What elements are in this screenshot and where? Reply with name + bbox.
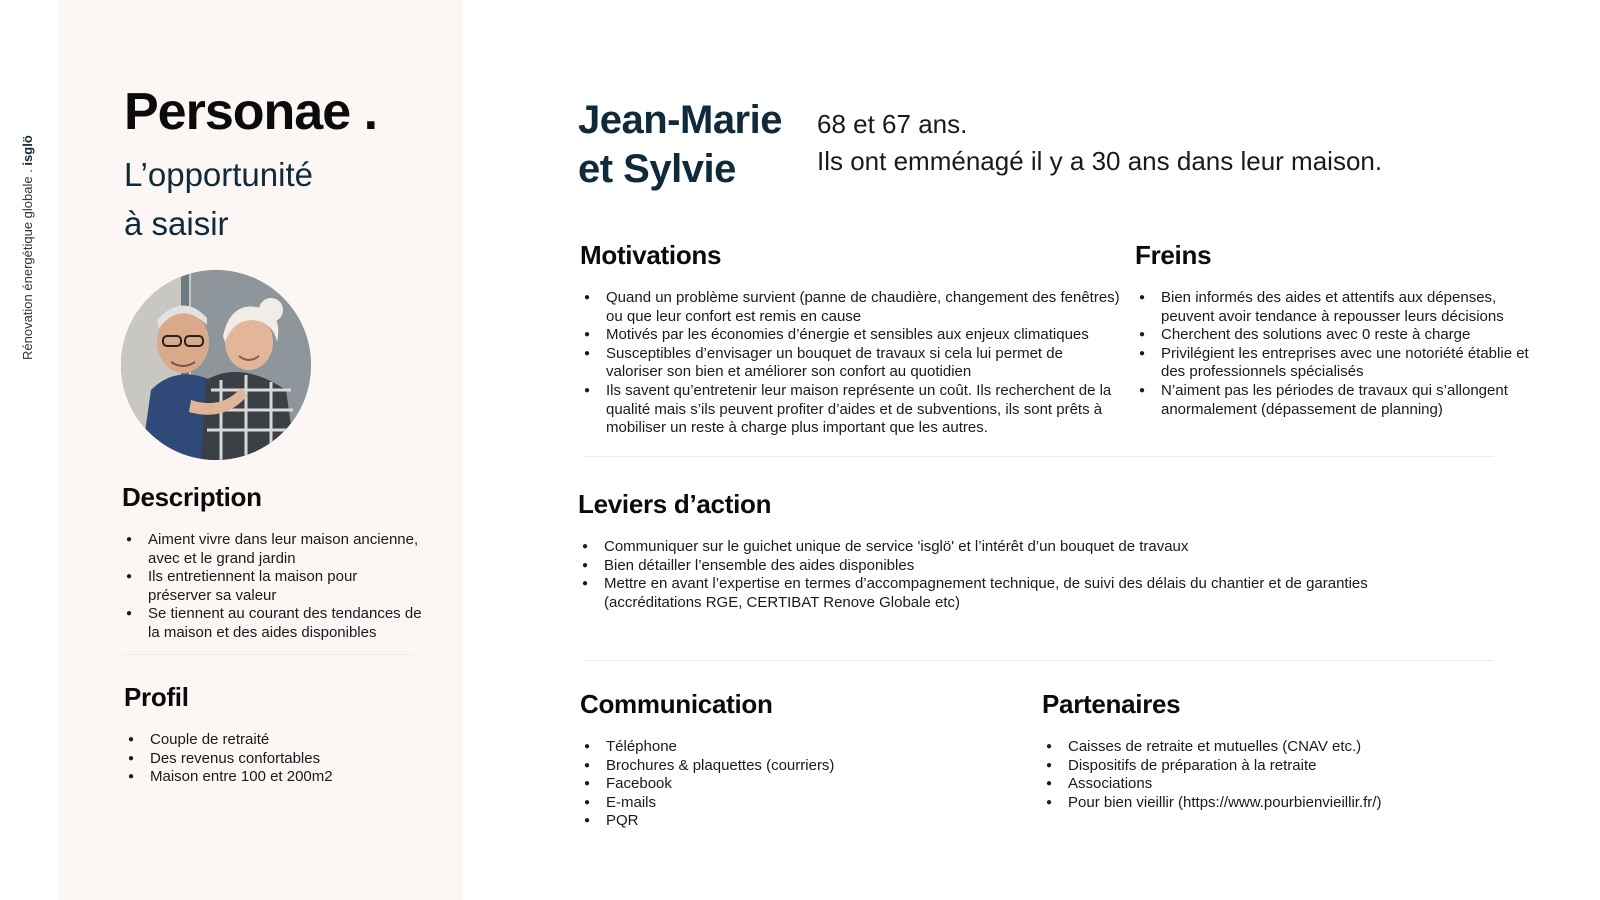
divider — [584, 456, 1494, 457]
list-item: ● Bien détailler l’ensemble des aides disponibles — [578, 557, 1438, 576]
communication-list — [580, 738, 1000, 831]
list-item: ● Facebook — [580, 775, 1000, 794]
divider — [124, 654, 414, 655]
list-item: ● Se tiennent au courant des tendances de la maison et des aides disponibles — [122, 605, 422, 642]
persona-name-line: et Sylvie — [578, 147, 736, 191]
list-item: ● Bien informés des aides et attentifs aux dépenses, peuvent avoir tendance à repousser leurs décisions — [1135, 289, 1535, 326]
list-item: ● E-mails — [580, 794, 1000, 813]
list-item: ● Pour bien vieillir (https://www.pourbienvieillir.fr/) — [1042, 794, 1542, 813]
page-subtitle — [124, 150, 313, 248]
list-item: ● Ils savent qu’entretenir leur maison représente un coût. Ils recherchent de la qualité mais s’ils peuvent profiter d’aides et de subventions, ils sont prêts à mobiliser un reste à charge plus important que les autres. — [580, 382, 1120, 438]
leviers-list — [578, 538, 1438, 612]
motivations-section — [580, 240, 1120, 438]
freins-section — [1135, 240, 1535, 419]
communication-heading: Communication — [580, 689, 773, 719]
persona-age: 68 et 67 ans. — [817, 109, 968, 139]
list-item: ● PQR — [580, 812, 1000, 831]
leviers-heading: Leviers d’action — [578, 489, 772, 519]
list-item: ● Couple de retraité — [124, 731, 424, 750]
list-item: ● Communiquer sur le guichet unique de service 'isglö' et l’intérêt d’un bouquet de travaux — [578, 538, 1438, 557]
profil-section — [124, 682, 424, 787]
partenaires-list — [1042, 738, 1542, 812]
list-item: ● Caisses de retraite et mutuelles (CNAV etc.) — [1042, 738, 1542, 757]
side-label-text: Rénovation énergétique globale . — [20, 165, 35, 360]
list-item: ● Motivés par les économies d’énergie et sensibles aux enjeux climatiques — [580, 326, 1120, 345]
description-section — [122, 482, 422, 643]
list-item: ● Maison entre 100 et 200m2 — [124, 768, 424, 787]
list-item: ● Brochures & plaquettes (courriers) — [580, 757, 1000, 776]
persona-name — [578, 96, 782, 194]
partenaires-section — [1042, 689, 1542, 812]
profil-heading: Profil — [124, 682, 189, 712]
vertical-side-label — [18, 90, 38, 360]
list-item: ● Aiment vivre dans leur maison ancienne, avec et le grand jardin — [122, 531, 422, 568]
motivations-heading: Motivations — [580, 240, 722, 270]
communication-section — [580, 689, 1000, 831]
list-item: ● Ils entretiennent la maison pour préserver sa valeur — [122, 568, 422, 605]
description-list — [122, 531, 422, 643]
divider — [584, 660, 1494, 661]
persona-summary: Ils ont emménagé il y a 30 ans dans leur maison. — [817, 146, 1383, 176]
list-item: ● Associations — [1042, 775, 1542, 794]
list-item: ● Mettre en avant l’expertise en termes d’accompagnement technique, de suivi des délais du chantier et de garanties (accréditations RGE, CERTIBAT Renove Globale etc) — [578, 575, 1438, 612]
list-item: ● Quand un problème survient (panne de chaudière, changement des fenêtres) ou que leur confort est remis en cause — [580, 289, 1120, 326]
list-item: ● Téléphone — [580, 738, 1000, 757]
profil-list — [124, 731, 424, 787]
list-item: ● Susceptibles d’envisager un bouquet de travaux si cela lui permet de valoriser son bien et améliorer son confort au quotidien — [580, 345, 1120, 382]
couple-photo-illustration — [121, 270, 311, 460]
subtitle-line: L’opportunité — [124, 156, 313, 193]
persona-photo — [121, 270, 311, 460]
leviers-section — [578, 489, 1438, 612]
description-heading: Description — [122, 482, 262, 512]
freins-list — [1135, 289, 1535, 419]
freins-heading: Freins — [1135, 240, 1212, 270]
partenaires-heading: Partenaires — [1042, 689, 1181, 719]
subtitle-line: à saisir — [124, 205, 229, 242]
list-item: ● Dispositifs de préparation à la retraite — [1042, 757, 1542, 776]
brand-logo-text: isglö — [20, 135, 35, 166]
persona-name-line: Jean-Marie — [578, 98, 782, 142]
motivations-list — [580, 289, 1120, 438]
list-item: ● Privilégient les entreprises avec une notoriété établie et des professionnels spécialisés — [1135, 345, 1535, 382]
list-item: ● N’aiment pas les périodes de travaux qui s’allongent anormalement (dépassement de planning) — [1135, 382, 1535, 419]
list-item: ● Des revenus confortables — [124, 750, 424, 769]
page-title: Personae . — [124, 83, 378, 141]
list-item: ● Cherchent des solutions avec 0 reste à charge — [1135, 326, 1535, 345]
persona-info — [817, 106, 1382, 180]
